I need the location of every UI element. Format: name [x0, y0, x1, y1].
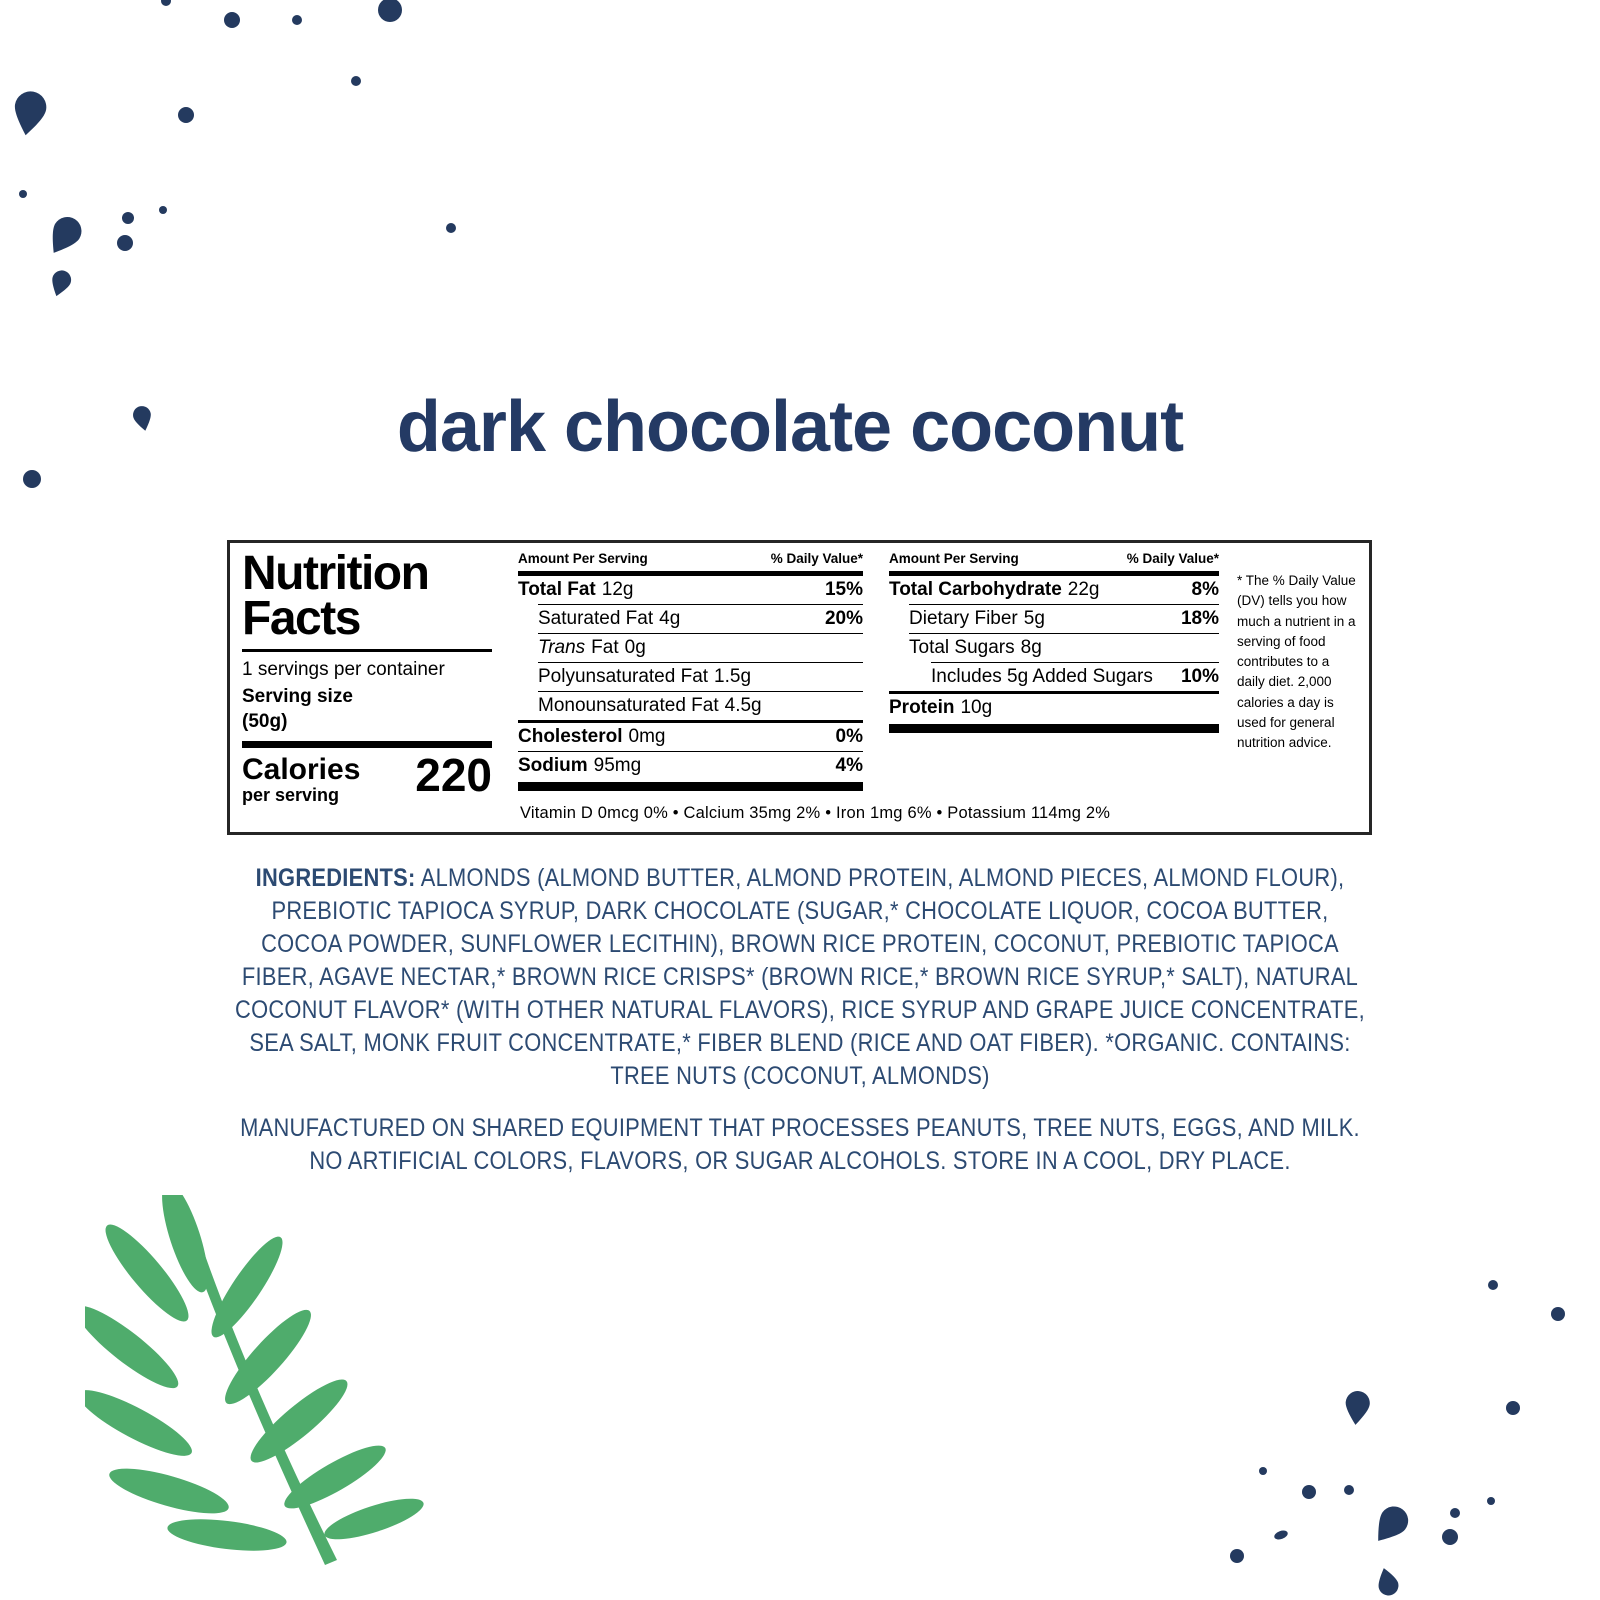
flavor-title: dark chocolate coconut — [396, 387, 1184, 467]
daily-value-header: % Daily Value* — [770, 551, 863, 566]
nutrient-row: Monounsaturated Fat 4.5g — [538, 691, 863, 720]
nutrient-row: Total Sugars 8g — [909, 633, 1219, 662]
calories-label: Calories — [242, 753, 361, 787]
ingredients-paragraph — [231, 862, 1369, 1093]
nutrient-row: Sodium 95mg 4% — [518, 751, 863, 780]
nutrient-row: Dietary Fiber 5g 18% — [909, 604, 1219, 633]
servings-per-container: 1 servings per container — [242, 659, 445, 681]
serving-size-label: Serving size — [242, 686, 353, 708]
divider — [518, 782, 863, 791]
daily-value-footnote: * The % Daily Value (DV) tells you how much a nutrient in a serving of food contributes to a daily diet. 2,000 calories a day is used for general nutrition advice. — [1237, 573, 1356, 750]
nutrient-row: Protein 10g — [889, 691, 1219, 722]
nutrient-row: Polyunsaturated Fat 1.5g — [538, 662, 863, 691]
daily-value-header: % Daily Value* — [1126, 551, 1219, 566]
calories-sublabel: per serving — [242, 785, 340, 806]
nutrient-row: Trans Fat 0g — [538, 633, 863, 662]
allergen-disclaimer: MANUFACTURED ON SHARED EQUIPMENT THAT PROCESSES PEANUTS, TREE NUTS, EGGS, AND MILK. NO ARTIFICIAL COLORS, FLAVORS, OR SUGAR ALCOHOLS. STORE IN A COOL, DRY PLACE. — [240, 1114, 1360, 1175]
nutrient-row: Cholesterol 0mg 0% — [518, 720, 863, 751]
nutrition-facts-left-column — [242, 547, 492, 824]
nutrition-facts-panel — [227, 540, 1372, 835]
amount-per-serving-header: Amount Per Serving — [518, 551, 648, 566]
amount-per-serving-header: Amount Per Serving — [889, 551, 1019, 566]
nutrition-facts-heading: Nutrition Facts — [242, 547, 429, 646]
nutrition-facts-right-column — [889, 551, 1219, 824]
serving-size-value: (50g) — [242, 711, 288, 733]
divider — [889, 724, 1219, 733]
micronutrients-line: Vitamin D 0mcg 0% • Calcium 35mg 2% • Iron 1mg 6% • Potassium 114mg 2% — [520, 804, 1111, 822]
nutrient-row: Total Fat 12g 15% — [518, 579, 863, 600]
calories-row — [242, 749, 492, 806]
nutrient-row: Saturated Fat 4g 20% — [538, 604, 863, 633]
nutrition-facts-middle-column — [518, 551, 863, 824]
nutrient-row: Total Carbohydrate 22g 8% — [889, 579, 1219, 600]
calories-value: 220 — [415, 749, 492, 802]
divider — [242, 649, 492, 652]
palm-leaf-illustration — [85, 1195, 425, 1570]
ingredients-label: INGREDIENTS: — [255, 864, 416, 892]
ingredients-text: ALMONDS (ALMOND BUTTER, ALMOND PROTEIN, ALMOND PIECES, ALMOND FLOUR), PREBIOTIC TAPIOCA SYRUP, DARK CHOCOLATE (SUGAR,* CHOCOLATE LIQUOR, COCOA BUTTER, COCOA POWDER, SUNFLOWER LECITHIN), BROWN RICE PROTEIN, COCONUT, PREBIOTIC TAPIOCA FIBER, AGAVE NECTAR,* BROWN RICE CRISPS* (BROWN RICE,* BROWN RICE SYRUP,* SALT), NATURAL COCONUT FLAVOR* (WITH OTHER NATURAL FLAVORS), RICE SYRUP AND GRAPE JUICE CONCENTRATE, SEA SALT, MONK FRUIT CONCENTRATE,* FIBER BLEND (RICE AND OAT FIBER). *ORGANIC. CONTAINS: TREE NUTS (COCONUT, ALMONDS) — [235, 864, 1365, 1090]
nutrient-row: Includes 5g Added Sugars 10% — [931, 662, 1219, 691]
divider — [242, 741, 492, 748]
